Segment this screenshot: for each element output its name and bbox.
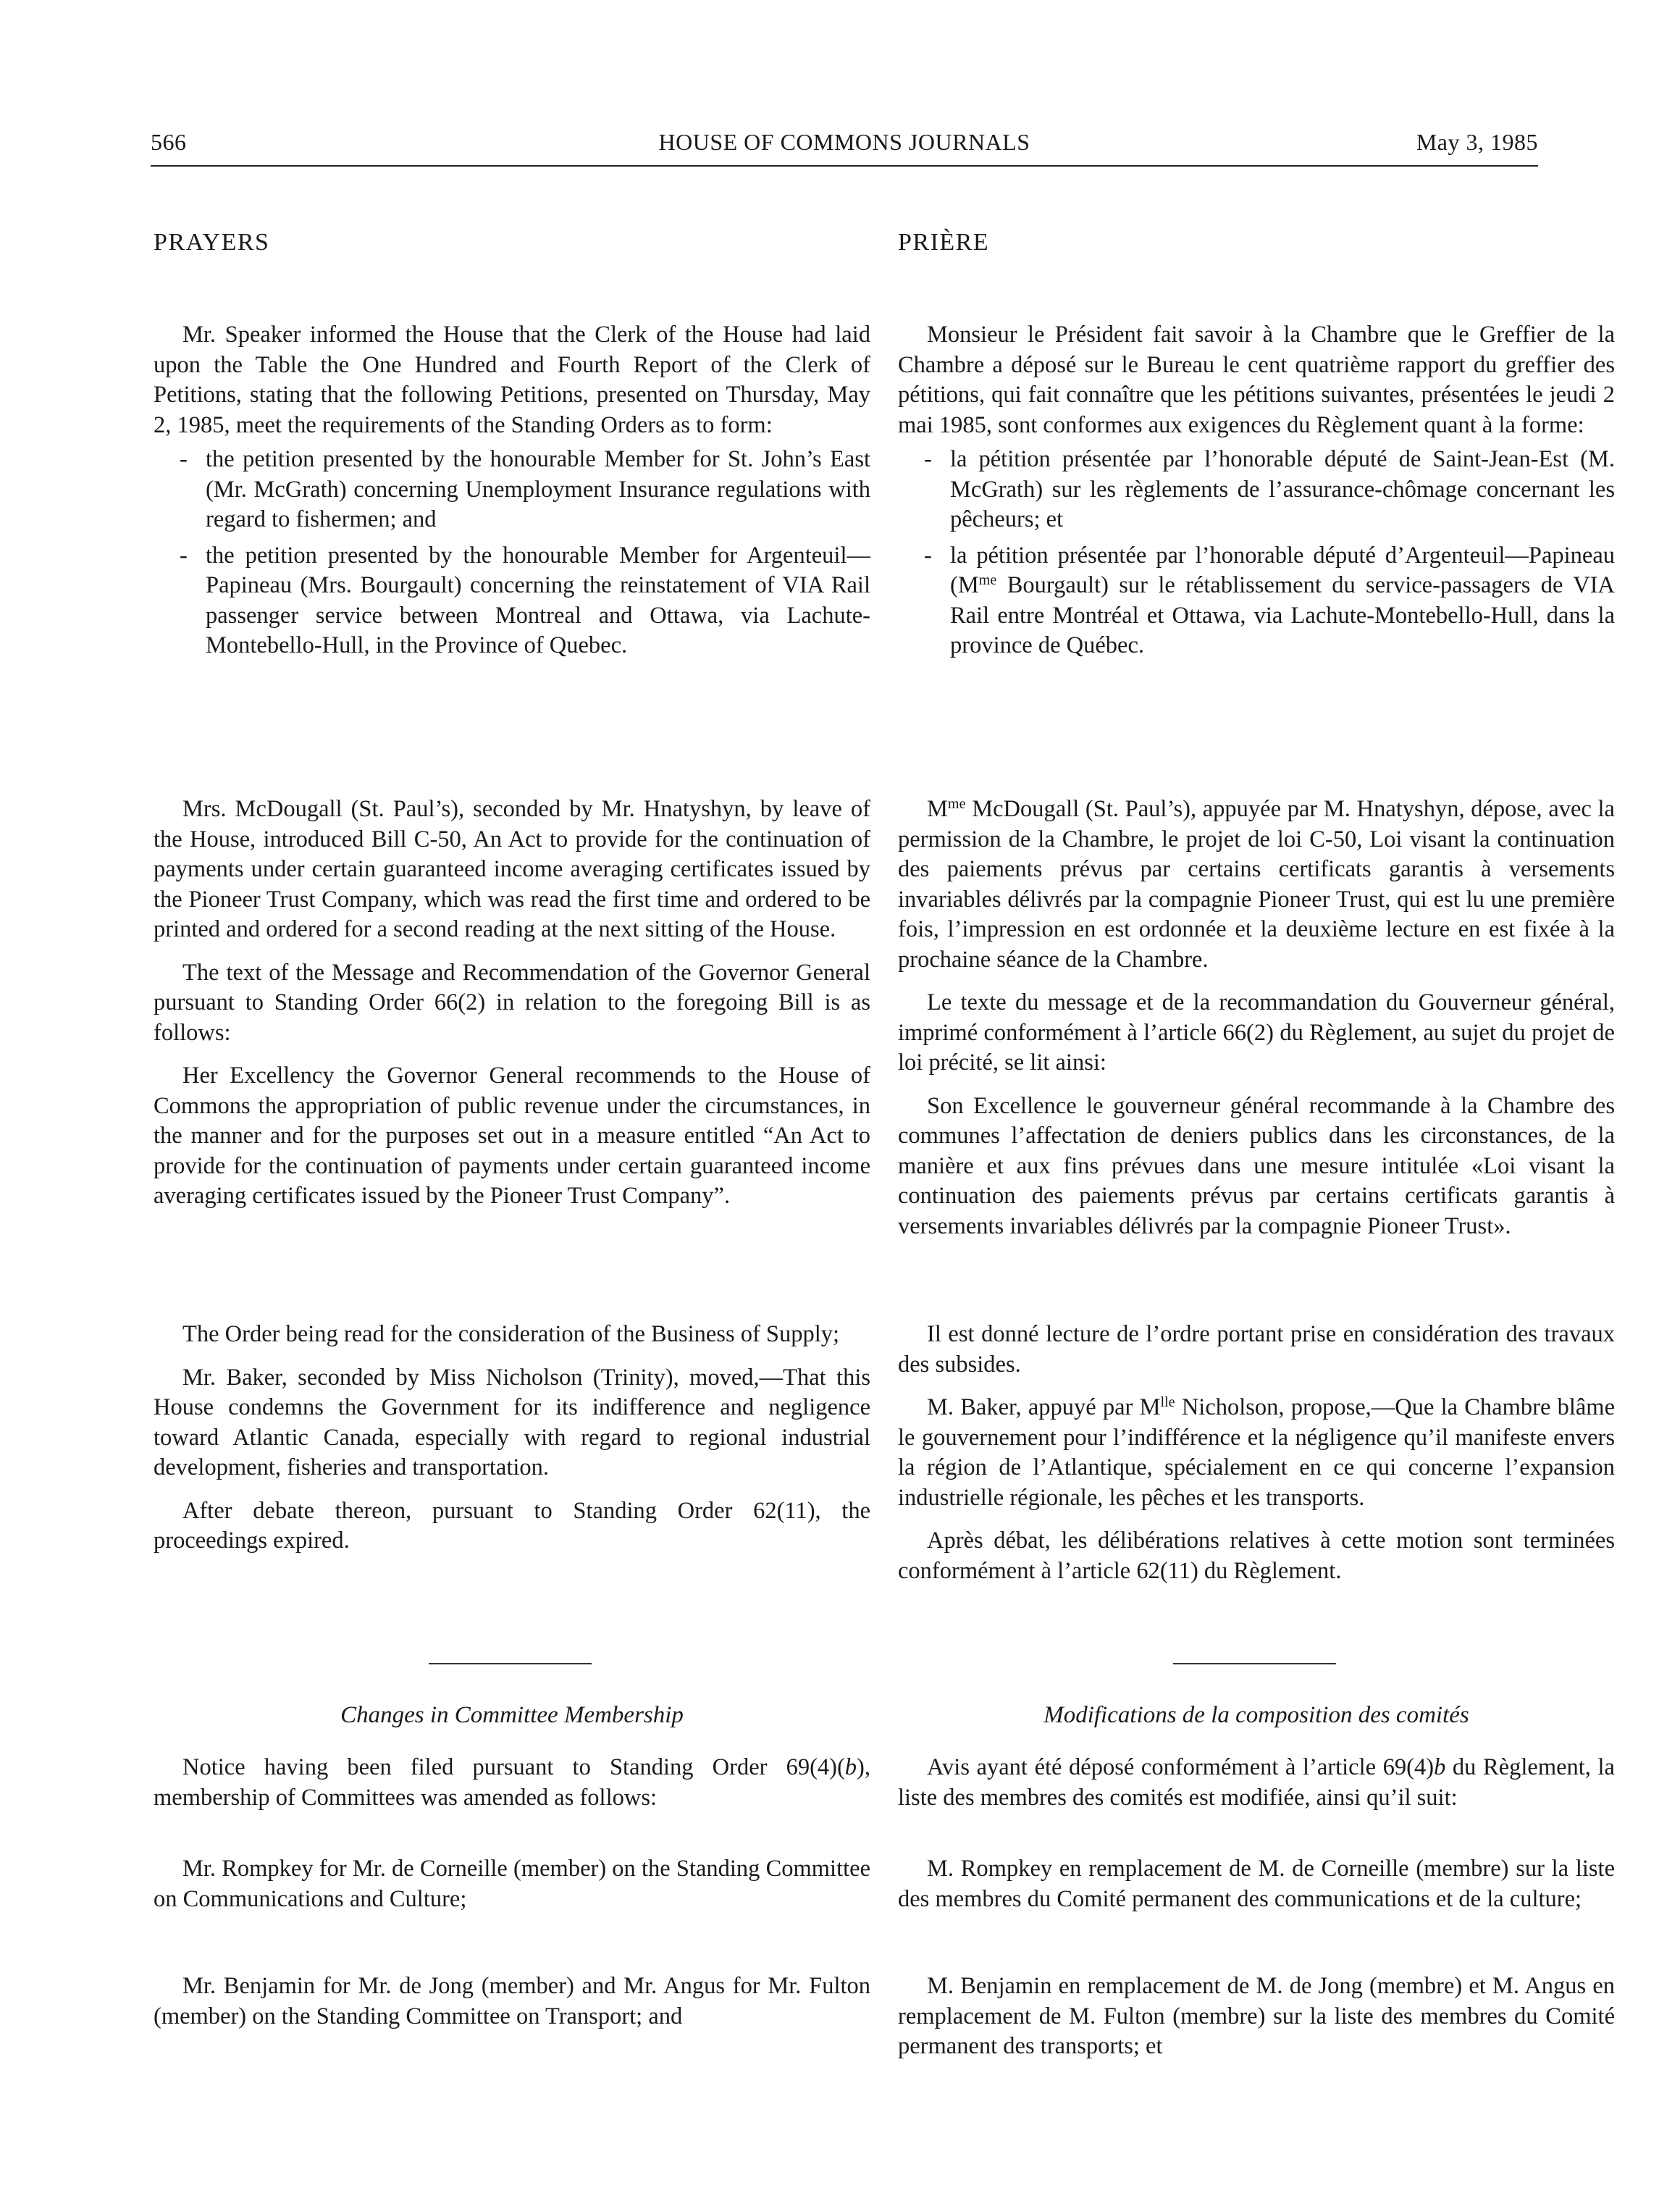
french-supply-section	[898, 1320, 1615, 1586]
french-committee-notice	[898, 1753, 1615, 1813]
french-change-1-block	[898, 1854, 1615, 1914]
french-section-divider	[1173, 1663, 1336, 1664]
french-committee-change: M. Benjamin en remplacement de M. de Jong (membre) et M. Angus en remplacement de M. Fulton (membre) sur la liste des membres du Comité permanent des transports; et	[898, 1973, 1615, 2059]
english-committee-change: Mr. Rompkey for Mr. de Corneille (member) on the Standing Committee on Communications and Culture;	[154, 1856, 870, 1912]
french-bill-section	[898, 795, 1615, 1241]
english-change-1-block	[154, 1854, 870, 1914]
page-date: May 3, 1985	[1416, 129, 1538, 155]
french-petitions-section	[898, 320, 1615, 667]
french-message-text: Le texte du message et de la recommandation du Gouverneur général, imprimé conformément à l’article 66(2) du Règlement, au sujet du projet de loi précité, se lit ainsi:	[898, 989, 1615, 1076]
french-after-debate: Après débat, les délibérations relatives à cette motion sont terminées conformément à l’article 62(11) du Règlement.	[898, 1528, 1615, 1584]
english-after-debate: After debate thereon, pursuant to Standing Order 62(11), the proceedings expired.	[154, 1497, 870, 1554]
english-bill-intro: Mrs. McDougall (St. Paul’s), seconded by Mr. Hnatyshyn, by leave of the House, introduced Bill C-50, An Act to provide for the continuation of payments under certain guaranteed income averaging certificates issued by the Pioneer Trust Company, which was read the first time and ordered to be printed and ordered for a second reading at the next sitting of the House.	[154, 796, 870, 942]
french-petition-item: - la pétition présentée par l’honorable député d’Argenteuil—Papineau ($M^{me}$ Bourgault) sur le rétablissement du service-passagers de VIA Rail entre Montréal et Ottawa, via Lachute-Montebello-Hull, dans la province de Québec.	[898, 541, 1615, 661]
running-head	[151, 129, 1538, 167]
page-number: 566	[151, 129, 187, 155]
english-order-read: The Order being read for the consideration of the Business of Supply;	[182, 1321, 840, 1347]
french-bill-intro: $M^{me}$ McDougall (St. Paul’s), appuyée par M. Hnatyshyn, dépose, avec la permission de la Chambre, le projet de loi C-50, Loi visant la continuation des paiements prévus par certains certificats garantis à versements invariables délivrés par la compagnie Pioneer Trust, qui est lu une première fois, l’impression en est ordonnée et la deuxième lecture en est fixée à la prochaine séance de la Chambre.	[898, 795, 1615, 973]
english-petition-item: - the petition presented by the honourable Member for St. John’s East (Mr. McGrath) concerning Unemployment Insurance regulations with regard to fishermen; and	[154, 445, 870, 535]
english-petition-item: - the petition presented by the honourable Member for Argenteuil—Papineau (Mrs. Bourgault) concerning the reinstatement of VIA Rail passenger service between Montreal and Ottawa, via Lachute-Montebello-Hull, in the Province of Quebec.	[154, 541, 870, 661]
french-motion: M. Baker, appuyé par $M^{lle}$ Nicholson, propose,—Que la Chambre blâme le gouvernement pour l’indifférence et la négligence qu’il manifeste envers la région de l’Atlantique, spécialement en ce qui concerne l’expansion industrielle régionale, les pêches et les transports.	[898, 1394, 1615, 1511]
french-committee-change: M. Rompkey en remplacement de M. de Corneille (membre) sur la liste des membres du Comité permanent des communications et de la culture;	[898, 1856, 1615, 1912]
english-motion: Mr. Baker, seconded by Miss Nicholson (Trinity), moved,—That this House condemns the Government for its indifference and negligence toward Atlantic Canada, especially with regard to regional industrial development, fisheries and transportation.	[154, 1364, 870, 1480]
french-petition-item: - la pétition présentée par l’honorable député de Saint-Jean-Est (M. McGrath) sur les règlements de l’assurance-chômage concernant les pêcheurs; et	[898, 445, 1615, 535]
english-heading: PRAYERS	[154, 229, 270, 256]
english-committee-heading: Changes in Committee Membership	[340, 1702, 684, 1728]
journal-title: HOUSE OF COMMONS JOURNALS	[658, 129, 1030, 155]
french-change-2-block	[898, 1972, 1615, 2062]
french-notice-text: Avis ayant été déposé conformément à l’article 69(4)b du Règlement, la liste des membres des comités est modifiée, ainsi qu’il suit:	[898, 1754, 1615, 1811]
english-recommendation: Her Excellency the Governor General recommends to the House of Commons the appropriation of public revenue under the circumstances, in the manner and for the purposes set out in a measure entitled “An Act to provide for the continuation of payments under certain guaranteed income averaging certificates issued by the Pioneer Trust Company”.	[154, 1063, 870, 1209]
english-committee-notice	[154, 1753, 870, 1813]
english-message-text: The text of the Message and Recommendation of the Governor General pursuant to Standing Order 66(2) in relation to the foregoing Bill is as follows:	[154, 959, 870, 1046]
english-supply-section	[154, 1320, 870, 1556]
french-petition-list	[898, 445, 1615, 661]
english-change-2-block	[154, 1972, 870, 2032]
french-order-read: Il est donné lecture de l’ordre portant prise en considération des travaux des subsides.	[898, 1321, 1615, 1378]
french-recommendation: Son Excellence le gouverneur général recommande à la Chambre des communes l’affectation de deniers publics dans les circonstances, de la manière et aux fins prévues dans une mesure intitulée «Loi visant la continuation des paiements prévus par certains certificats garantis à versements invariables délivrés par la compagnie Pioneer Trust».	[898, 1092, 1615, 1239]
english-petition-list	[154, 445, 870, 661]
english-section-divider	[429, 1663, 592, 1664]
english-petitions-section	[154, 320, 870, 667]
french-petitions-intro: Monsieur le Président fait savoir à la Chambre que le Greffier de la Chambre a déposé sur le Bureau le cent quatrième rapport du greffier des pétitions, qui fait connaître que les pétitions suivantes, présentées le jeudi 2 mai 1985, sont conformes aux exigences du Règlement quant à la forme:	[898, 322, 1615, 438]
french-heading: PRIÈRE	[898, 229, 990, 256]
english-petitions-intro: Mr. Speaker informed the House that the Clerk of the House had laid upon the Table the One Hundred and Fourth Report of the Clerk of Petitions, stating that the following Petitions, presented on Thursday, May 2, 1985, meet the requirements of the Standing Orders as to form:	[154, 322, 870, 438]
english-notice-text: Notice having been filed pursuant to Standing Order 69(4)(b), membership of Committees was amended as follows:	[154, 1754, 870, 1811]
french-committee-heading: Modifications de la composition des comités	[1043, 1702, 1469, 1728]
english-bill-section	[154, 795, 870, 1212]
english-committee-change: Mr. Benjamin for Mr. de Jong (member) and Mr. Angus for Mr. Fulton (member) on the Standing Committee on Transport; and	[154, 1973, 870, 2029]
